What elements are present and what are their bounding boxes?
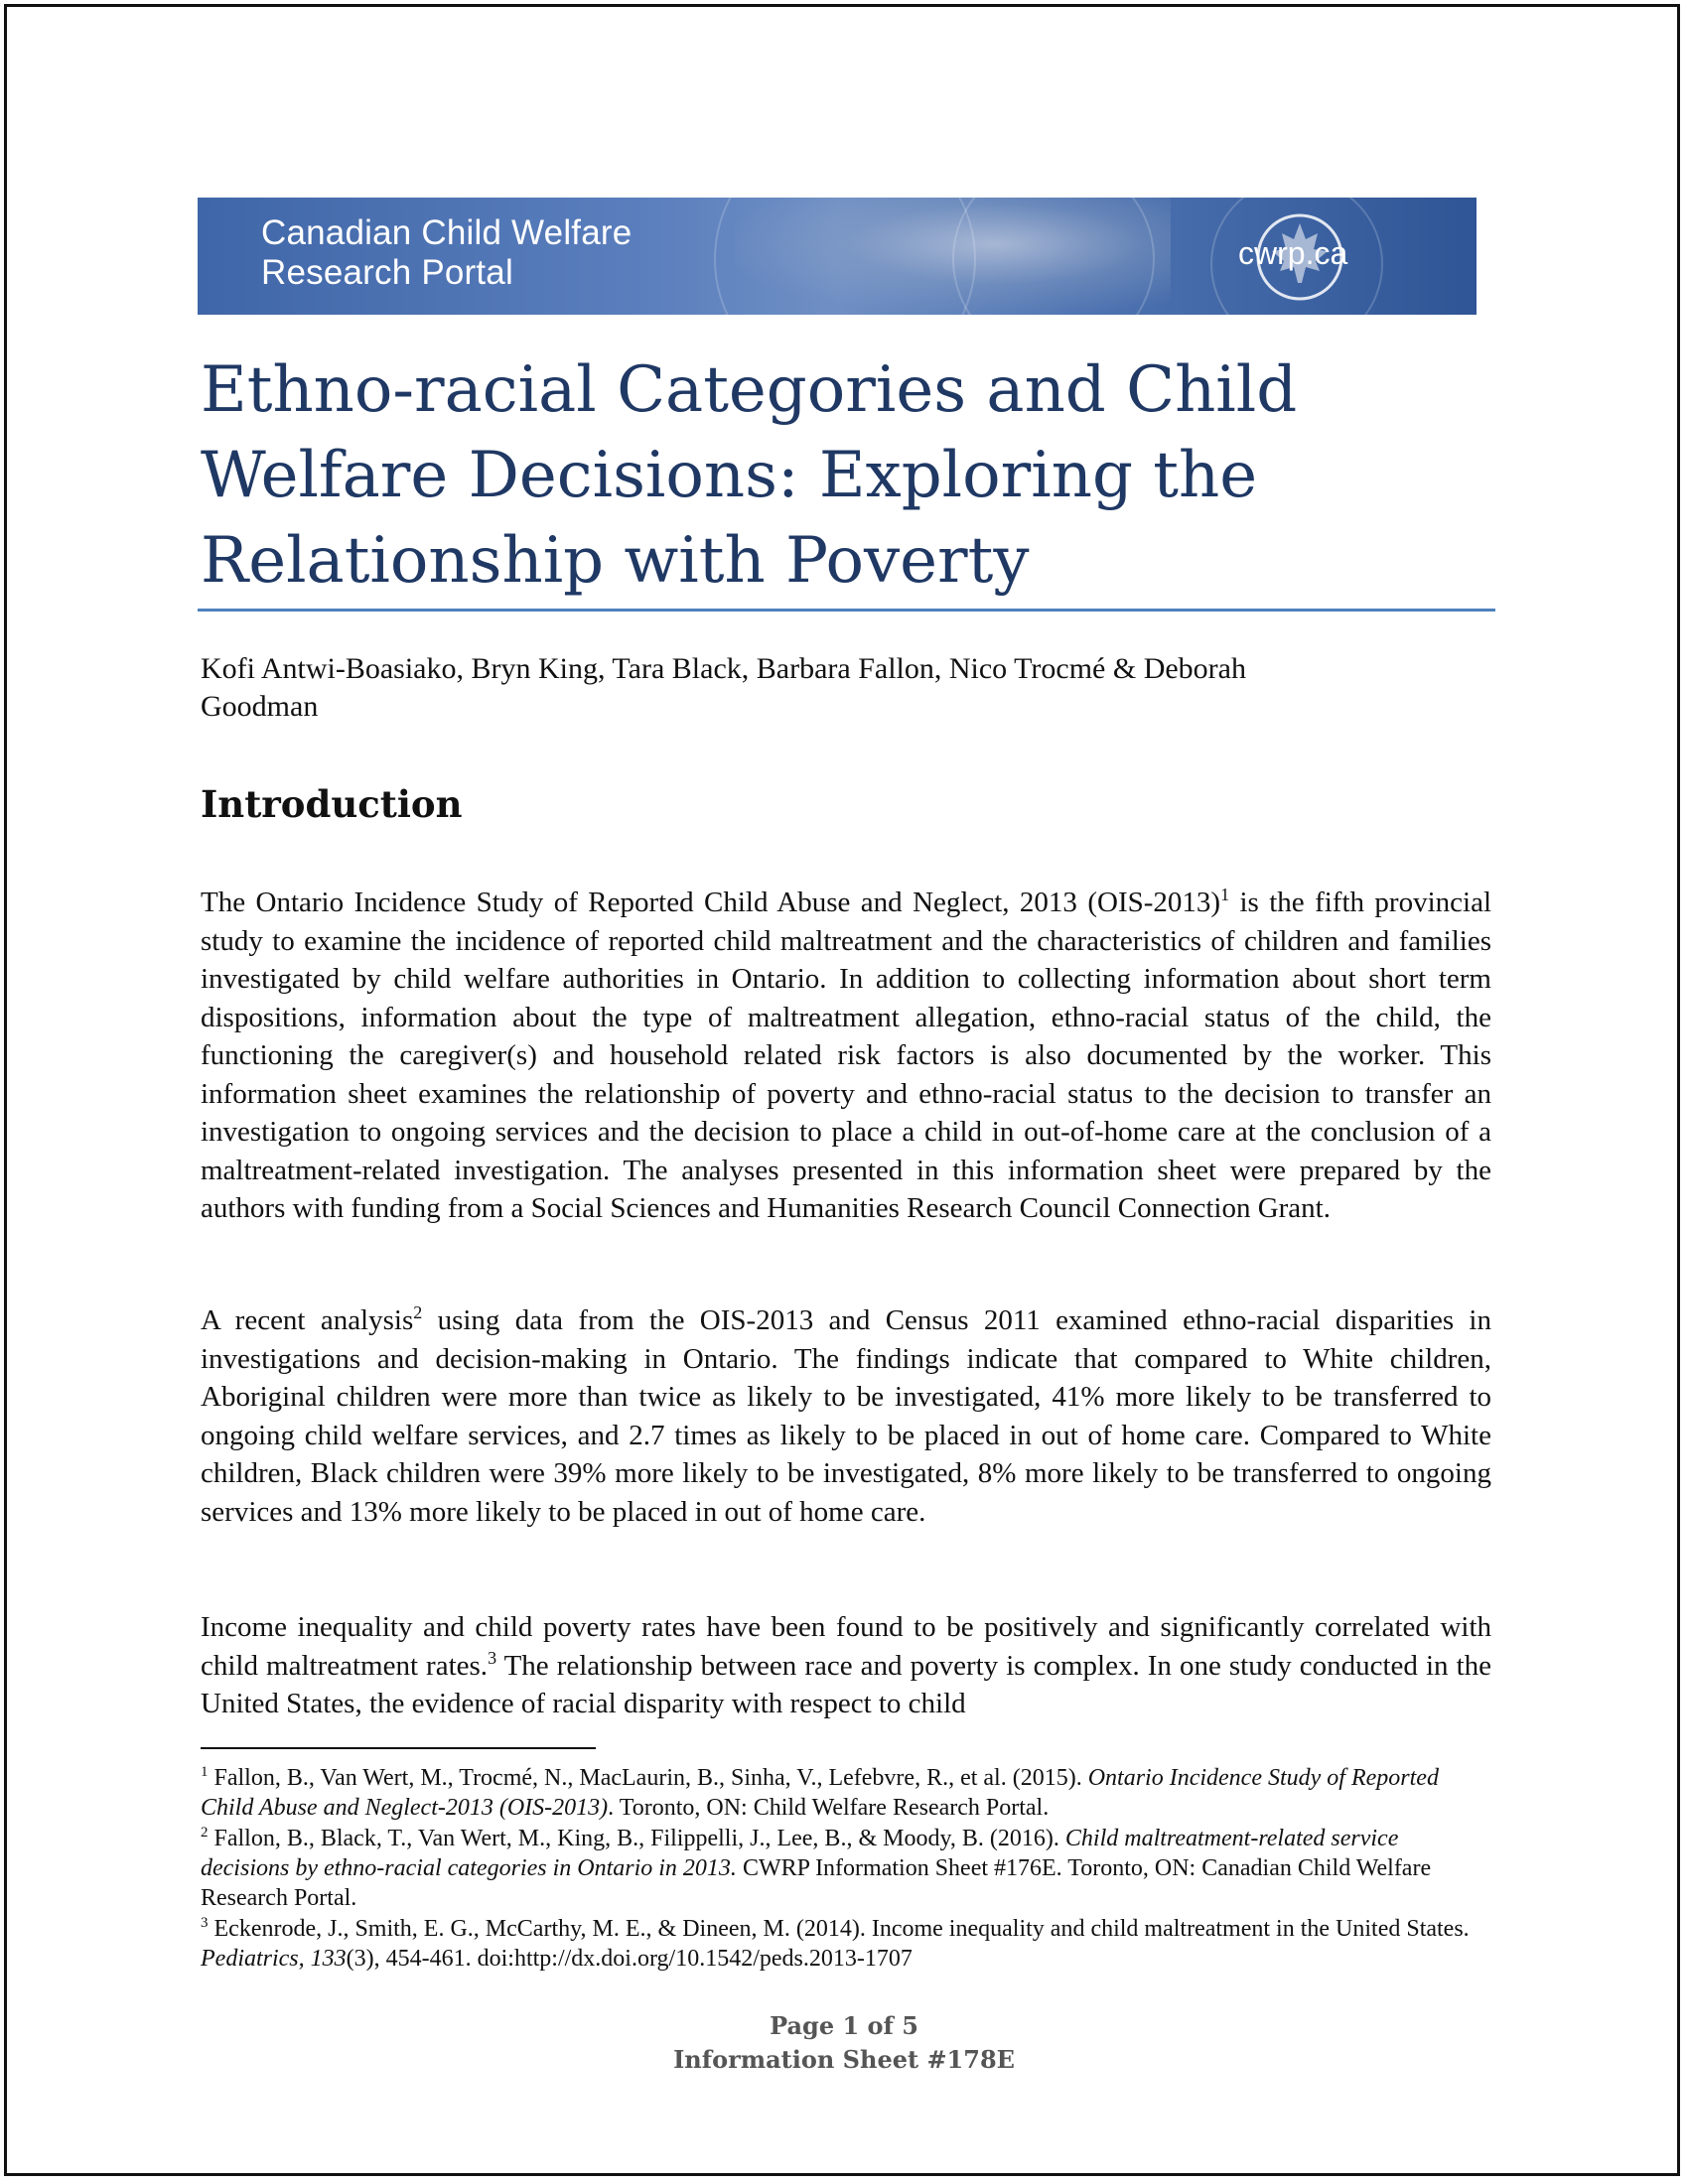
footnote-ref-3[interactable]: 3 [488,1647,497,1668]
page-number: Page 1 of 5 [770,2011,918,2040]
paragraph-text: A recent analysis [201,1304,414,1336]
paragraph-text: is the fifth provincial study to examine the incidence of reported child maltreatment and the characteristics of children and families investigated by child welfare authorities in Ontario. In addition to collecting information about short term dispositions, information about the type of maltreatment allegation, ethno-racial status of the child, the functioning the caregiver(s) and household related risk factors is also documented by the worker. This information sheet examines the relationship of poverty and ethno-racial status to the decision to transfer an investigation to ongoing services and the decision to place a child in out-of-home care at the conclusion of a maltreatment-related investigation. The analyses presented in this information sheet were prepared by the authors with funding from a Social Sciences and Humanities Research Council Connection Grant. [201,887,1492,1224]
paragraph-text: using data from the OIS-2013 and Census 2011 examined ethno-racial disparities in investigations and decision-making in Ontario. The findings indicate that compared to White children, Aboriginal children were more than twice as likely to be investigated, 41% more likely to be transferred to ongoing child welfare services, and 2.7 times as likely to be placed in out of home care. Compared to White children, Black children were 39% more likely to be investigated, 8% more likely to be transferred to ongoing services and 13% more likely to be placed in out of home care. [201,1304,1491,1528]
portal-name-line2: Research Portal [261,253,513,292]
intro-paragraph-2 [201,1301,1491,1531]
section-heading-introduction: Introduction [201,782,463,826]
footnote-separator [201,1747,596,1749]
paragraph-text: The relationship between race and poverty is complex. In one study conducted in the United States, the evidence of racial disparity with respect to child [201,1649,1491,1719]
footnote-text: Fallon, B., Van Wert, M., Trocmé, N., MacLaurin, B., Sinha, V., Lefebvre, R., et al. (2015). [208,1765,1088,1791]
title-line3: Relationship with Poverty [201,524,1030,598]
footnote-number: 2 [201,1825,209,1841]
footnote-ref-2[interactable]: 2 [413,1302,423,1322]
title-line2: Welfare Decisions: Exploring the [201,439,1258,512]
footnote-number: 1 [201,1764,209,1780]
portal-name [261,213,632,293]
page-footer [0,2009,1688,2077]
authors-line1: Kofi Antwi-Boasiako, Bryn King, Tara Black, Barbara Fallon, Nico Trocmé & Deborah [201,652,1246,685]
portal-banner [198,198,1477,315]
footnotes [201,1763,1491,1975]
authors-line2: Goodman [201,690,319,723]
document-title [201,347,1491,604]
footnote-text: CWRP Information Sheet #176E. Toronto, ON: Canadian Child Welfare Research Portal. [201,1855,1432,1911]
banner-decor-circle [952,198,1155,315]
footnote-text: . Toronto, ON: Child Welfare Research Portal. [608,1795,1050,1821]
footnote-italic: Child maltreatment-related service decisions by ethno-racial categories in Ontario in 2013. [201,1826,1399,1881]
footnote-3 [201,1914,1491,1974]
author-list [201,650,1491,726]
logo-text: cwrp.ca [1238,235,1348,271]
footnote-italic: Ontario Incidence Study of Reported Child Abuse and Neglect-2013 (OIS-2013) [201,1765,1439,1821]
portal-name-line1: Canadian Child Welfare [261,213,633,252]
footnote-1 [201,1763,1491,1823]
footnote-ref-1[interactable]: 1 [1220,885,1230,904]
footnote-2 [201,1824,1491,1913]
title-divider [198,609,1495,612]
footnote-text: (3), 454-461. doi:http://dx.doi.org/10.1542/peds.2013-1707 [346,1946,913,1972]
title-line1: Ethno-racial Categories and Child [201,353,1298,427]
intro-paragraph-1 [201,884,1491,1228]
information-sheet-number: Information Sheet #178E [673,2045,1015,2074]
footnote-italic: Pediatrics, 133 [201,1946,347,1972]
paragraph-text: Income inequality and child poverty rates have been found to be positively and significantly correlated with child maltreatment rates. [201,1611,1491,1682]
paragraph-text: The Ontario Incidence Study of Reported Child Abuse and Neglect, 2013 (OIS-2013) [201,887,1221,918]
banner-decor-circle [714,198,976,315]
footnote-text: Eckenrode, J., Smith, E. G., McCarthy, M. E., & Dineen, M. (2014). Income inequality and child maltreatment in the United States. [208,1916,1470,1942]
footnote-number: 3 [201,1915,209,1931]
intro-paragraph-3 [201,1608,1491,1723]
footnote-text: Fallon, B., Black, T., Van Wert, M., King, B., Filippelli, J., Lee, B., & Moody, B. (2016). [208,1826,1065,1851]
